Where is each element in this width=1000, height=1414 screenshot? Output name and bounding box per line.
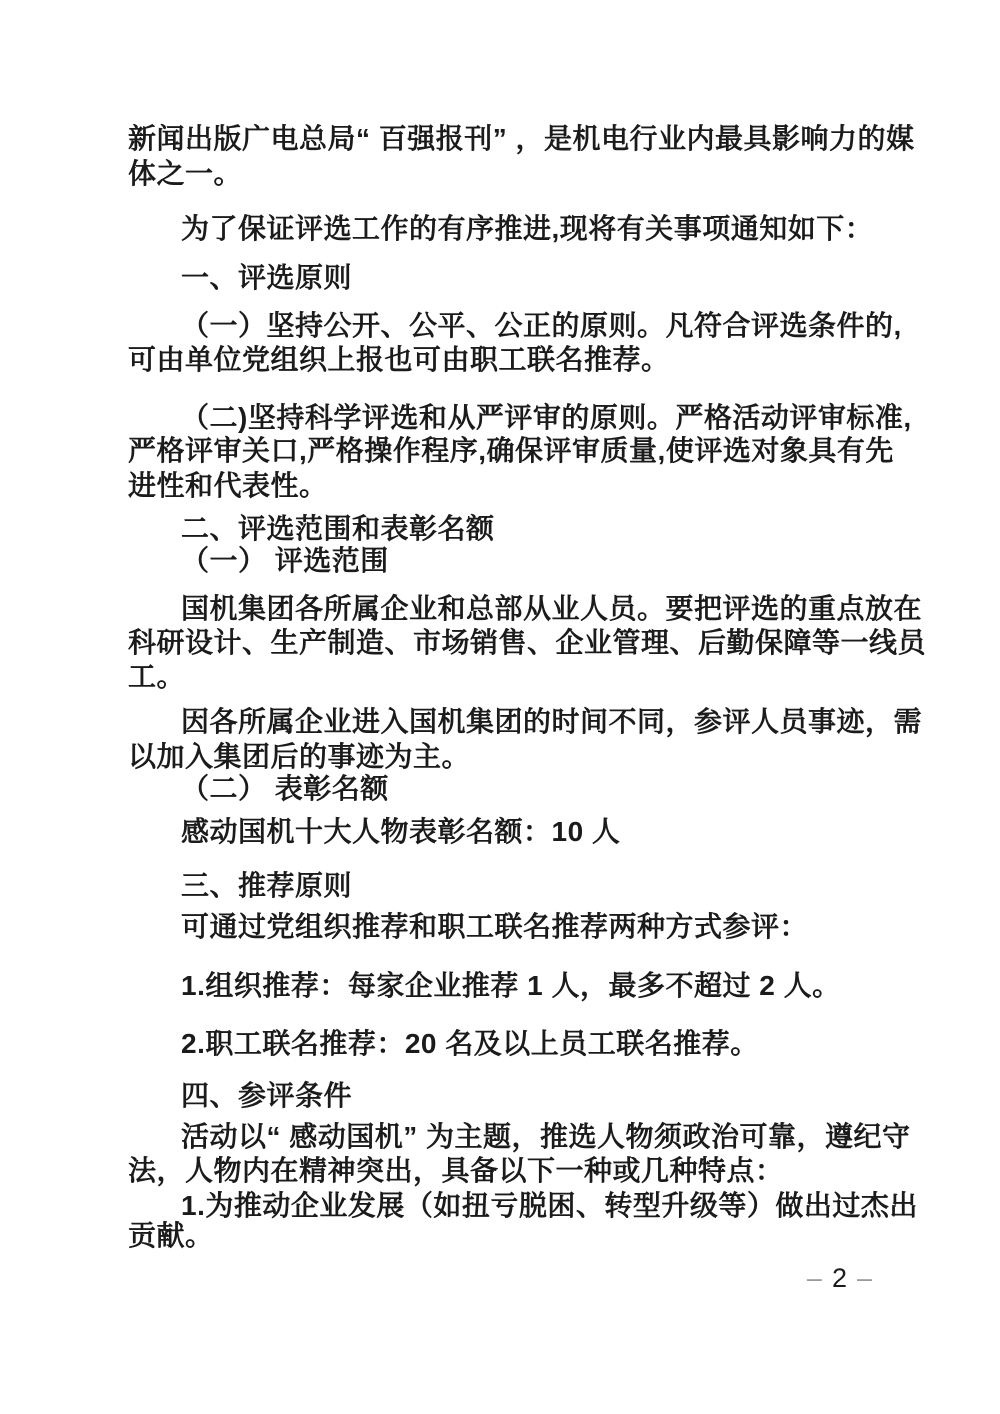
para-scope-line-2: 科研设计、生产制造、市场销售、企业管理、后勤保障等一线员 [128,627,927,658]
para-scope-line-1: 国机集团各所属企业和总部从业人员。要把评选的重点放在 [181,593,923,624]
para-quota-line: 感动国机十大人物表彰名额：10 人 [181,816,621,847]
footer-dash-left: – [806,1263,822,1293]
para-principle-1-line-1: （一）坚持公开、公平、公正的原则。凡符合评选条件的, [181,310,902,341]
para-intro-line-1: 新闻出版广电总局“ 百强报刊” ，是机电行业内最具影响力的媒 [128,123,915,154]
para-criteria-line-1: 活动以“ 感动国机” 为主题，推选人物须政治可靠，遵纪守 [181,1121,911,1152]
para-principle-2-line-1: （二)坚持科学评选和从严评审的原则。严格活动评审标准, [181,402,912,433]
para-scope-line-3: 工。 [128,661,186,692]
footer-dash-right: – [856,1263,872,1293]
para-principle-1-line-2: 可由单位党组织上报也可由职工联名推荐。 [128,344,670,375]
para-intro-line-2: 体之一。 [128,158,243,189]
para-tenure-line-1: 因各所属企业进入国机集团的时间不同，参评人员事迹，需 [181,706,923,737]
para-tenure-line-2: 以加入集团后的事迹为主。 [128,741,471,772]
para-principle-2-line-3: 进性和代表性。 [128,470,328,501]
para-criteria-item-1-line-1: 1.为推动企业发展（如扭亏脱困、转型升级等）做出过杰出 [181,1190,918,1221]
footer-page-number: 2 [831,1263,847,1293]
subheading-2-2: （二） 表彰名额 [181,773,389,804]
heading-section-2: 二、评选范围和表彰名额 [181,513,495,544]
para-recommend-intro-line: 可通过党组织推荐和职工联名推荐两种方式参评： [181,911,809,942]
heading-section-3: 三、推荐原则 [181,870,353,901]
subheading-2-1: （一） 评选范围 [181,545,389,576]
heading-section-1: 一、评选原则 [181,262,353,293]
heading-section-4: 四、参评条件 [181,1080,353,1111]
para-principle-2-line-2: 严格评审关口,严格操作程序,确保评审质量,使评选对象具有先 [128,435,894,466]
para-criteria-item-1-line-2: 贡献。 [128,1220,214,1251]
para-criteria-line-2: 法，人物内在精神突出，具备以下一种或几种特点： [128,1155,784,1186]
para-recommend-item-2: 2.职工联名推荐：20 名及以上员工联名推荐。 [181,1028,759,1059]
para-recommend-item-1: 1.组织推荐：每家企业推荐 1 人，最多不超过 2 人。 [181,970,841,1001]
para-notice-line: 为了保证评选工作的有序推进,现将有关事项通知如下： [181,213,874,244]
page-number-footer [807,1262,872,1294]
